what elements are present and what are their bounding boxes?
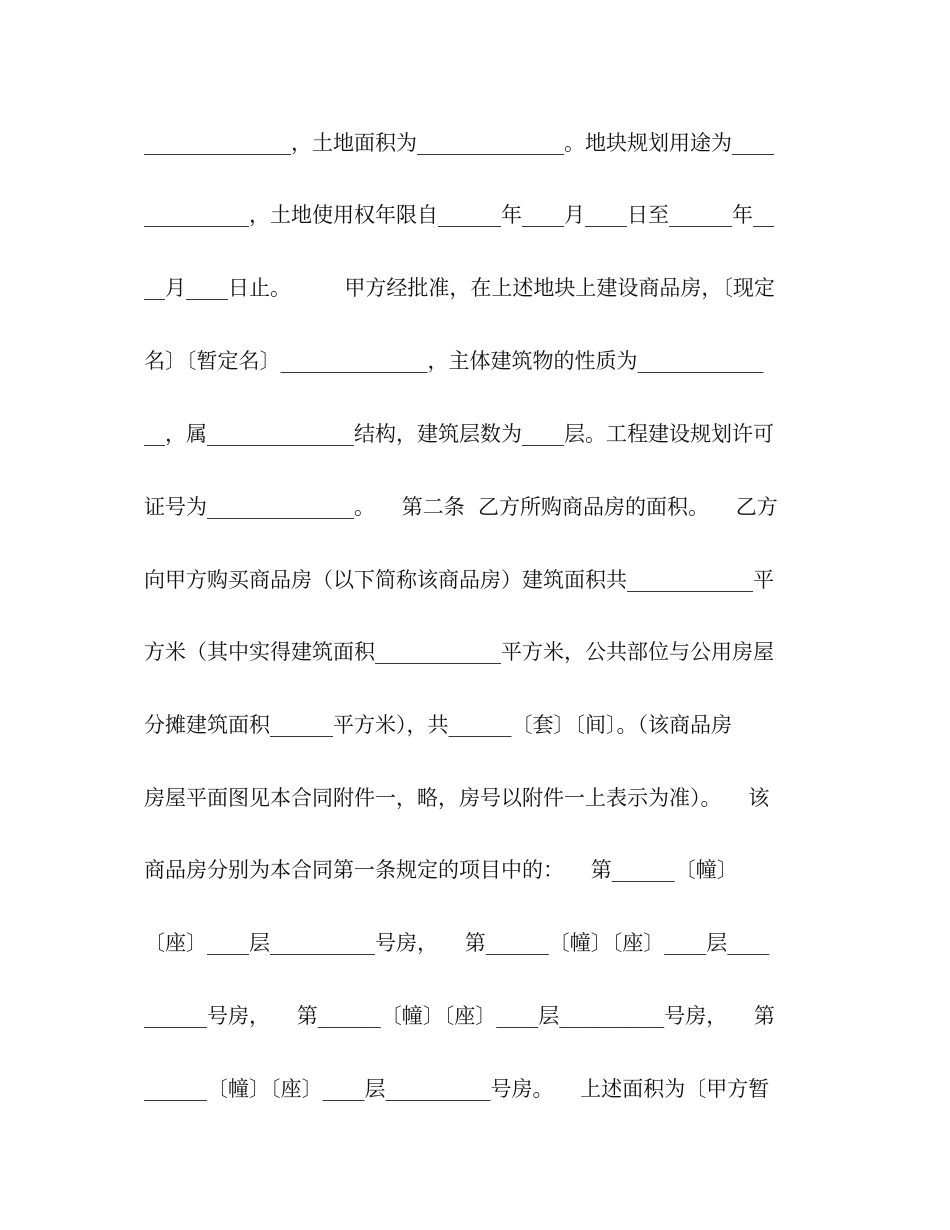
body-text-line-2: __________，土地使用权年限自______年____月____日至______年__ xyxy=(144,203,774,227)
body-text-line-8: 方米（其中实得建筑面积____________平方米，公共部位与公用房屋 xyxy=(144,640,774,664)
body-text-line-5: __，属______________结构，建筑层数为____层。工程建设规划许可 xyxy=(144,422,774,446)
body-text-line-7: 向甲方购买商品房（以下简称该商品房）建筑面积共____________平 xyxy=(144,568,774,592)
body-text-line-4: 名〕〔暂定名〕______________，主体建筑物的性质为____________ xyxy=(144,349,764,373)
body-text-line-13: ______号房， 第______〔幢〕〔座〕____层__________号房， 第 xyxy=(144,1004,775,1028)
body-text-line-14: ______〔幢〕〔座〕____层__________号房。 上述面积为〔甲方暂 xyxy=(144,1077,770,1101)
body-text-line-3: __月____日止。 甲方经批准，在上述地块上建设商品房，〔现定 xyxy=(144,276,775,300)
body-text-line-10: 房屋平面图见本合同附件一，略，房号以附件一上表示为准）。 该 xyxy=(144,786,770,810)
body-text-line-6: 证号为______________。 第二条 乙方所购商品房的面积。 乙方 xyxy=(144,495,778,519)
body-text-line-11: 商品房分别为本合同第一条规定的项目中的： 第______〔幢〕 xyxy=(144,858,738,882)
body-text-line-9: 分摊建筑面积______平方米），共______〔套〕〔间〕。（该商品房 xyxy=(144,713,732,737)
body-text-line-1: ______________，土地面积为______________。地块规划用途为____ xyxy=(144,131,774,155)
body-text-line-12: 〔座〕____层__________号房， 第______〔幢〕〔座〕____层____ xyxy=(144,931,770,955)
